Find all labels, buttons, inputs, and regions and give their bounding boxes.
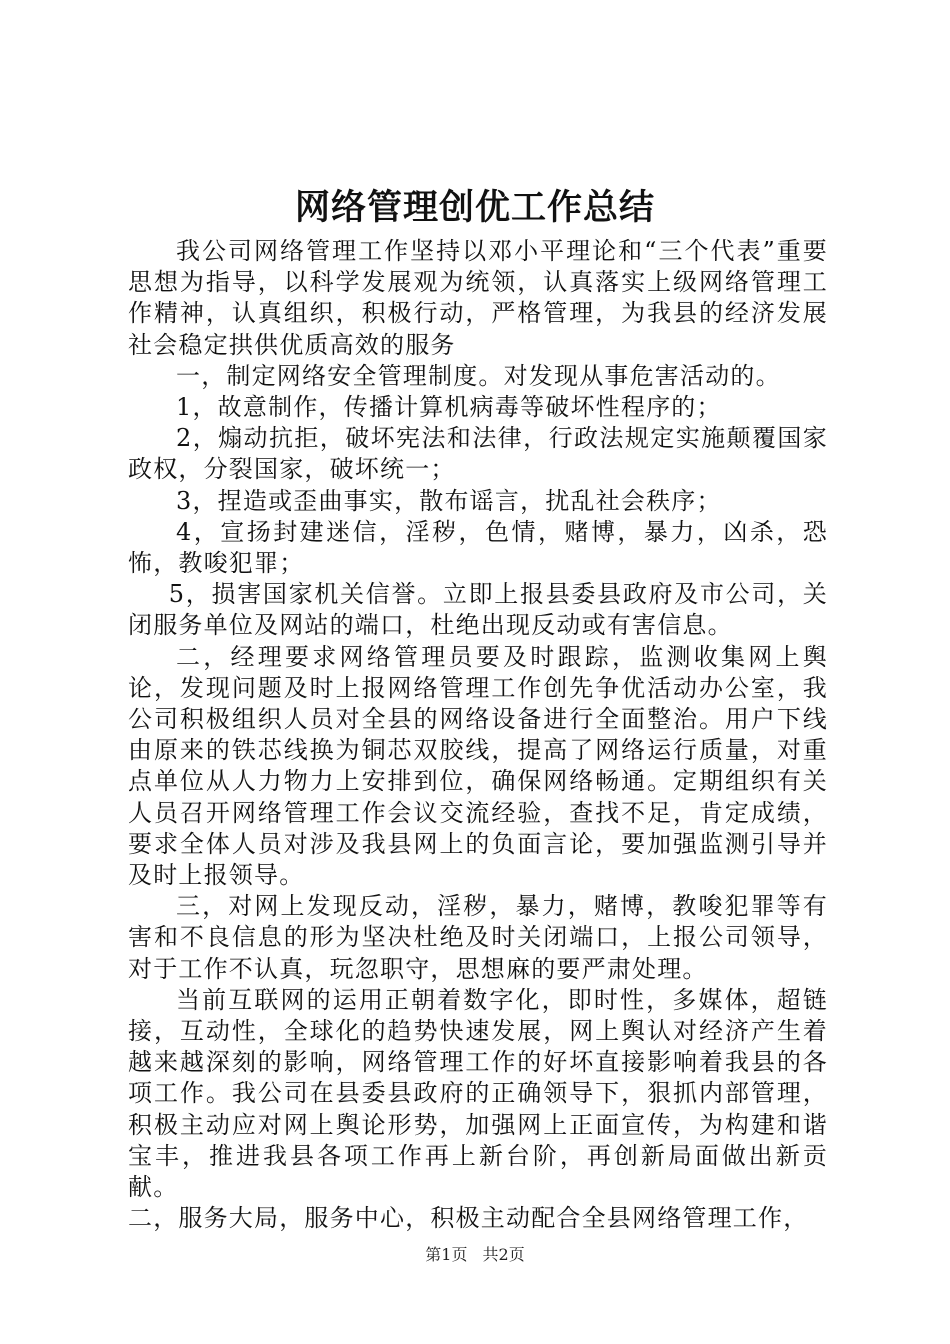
- page-number: 第1页: [425, 1245, 468, 1264]
- list-item-1: 1，故意制作，传播计算机病毒等破坏性程序的；: [176, 393, 722, 422]
- section-three-paragraph: 三，对网上发现反动，淫秽，暴力，赌博，教唆犯罪等有害和不良信息的形为坚决杜绝及时关闭端口，上报公司领导，对于工作不认真，玩忽职守，思想麻的要严肃处理。: [128, 892, 828, 983]
- internet-trend-paragraph: 当前互联网的运用正朝着数字化，即时性，多媒体，超链接，互动性，全球化的趋势快速发展，网上舆认对经济产生着越来越深刻的影响，网络管理工作的好坏直接影响着我县的各项工作。我公司在县委县政府的正确领导下，狠抓内部管理，积极主动应对网上舆论形势，加强网上正面宣传，为构建和谐宝丰，推进我县各项工作再上新台阶，再创新局面做出新贡献。: [128, 985, 828, 1202]
- list-item-4: 4，宣扬封建迷信，淫秽，色情，赌博，暴力，凶杀，恐怖，教唆犯罪；: [128, 517, 828, 578]
- service-paragraph: 二，服务大局，服务中心，积极主动配合全县网络管理工作，: [128, 1204, 809, 1233]
- page-total: 共2页: [482, 1245, 525, 1264]
- intro-paragraph: 我公司网络管理工作坚持以邓小平理论和“三个代表”重要思想为指导，以科学发展观为统领，认真落实上级网络管理工作精神，认真组织，积极行动，严格管理，为我县的经济发展社会稳定拱供优质高效的服务: [128, 237, 828, 359]
- list-item-5: 5，损害国家机关信誉。立即上报县委县政府及市公司，关闭服务单位及网站的端口，杜绝出现反动或有害信息。: [128, 580, 828, 640]
- list-item-3: 3，捏造或歪曲事实，散布谣言，扰乱社会秩序；: [176, 486, 722, 515]
- list-item-2: 2，煽动抗拒，破坏宪法和法律，行政法规定实施颠覆国家政权，分裂国家，破坏统一；: [128, 424, 828, 484]
- document-title: 网络管理创优工作总结: [294, 187, 655, 228]
- document-body: [128, 236, 828, 1235]
- page-footer: [0, 1245, 950, 1265]
- section-one-heading: 一，制定网络安全管理制度。对发现从事危害活动的。: [176, 361, 781, 390]
- section-two-paragraph: 二，经理要求网络管理员要及时跟踪，监测收集网上舆论，发现问题及时上报网络管理工作创先争优活动办公室，我公司积极组织人员对全县的网络设备进行全面整治。用户下线由原来的铁芯线换为铜芯双胶线，提高了网络运行质量，对重点单位从人力物力上安排到位，确保网络畅通。定期组织有关人员召开网络管理工作会议交流经验，查找不足，肯定成绩，要求全体人员对涉及我县网上的负面言论，要加强监测引导并及时上报领导。: [128, 642, 828, 890]
